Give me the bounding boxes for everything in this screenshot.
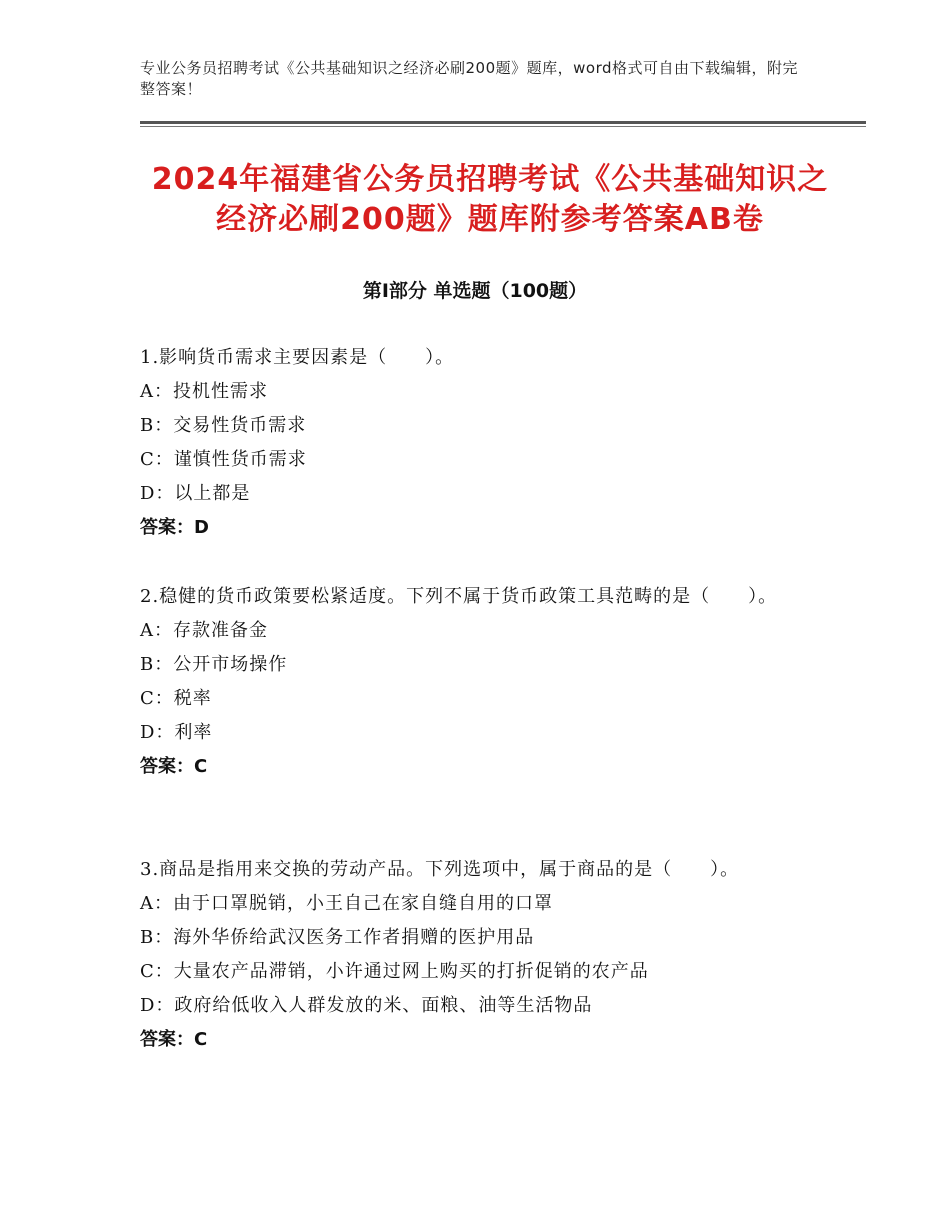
question-stem: 2.稳健的货币政策要松紧适度。下列不属于货币政策工具范畴的是（ ）。 [140,586,778,607]
option-b: B：交易性货币需求 [140,415,307,436]
answer: 答案：D [140,517,209,538]
option-a: A：由于口罩脱销，小王自己在家自缝自用的口罩 [140,893,553,914]
option-d: D：以上都是 [140,483,251,504]
option-c: C：大量农产品滞销，小许通过网上购买的打折促销的农产品 [140,961,649,982]
question-2 [140,580,820,784]
answer: 答案：C [140,756,208,777]
header-divider-thin [140,126,866,127]
option-a: A：存款准备金 [140,620,268,641]
question-3 [140,853,820,1057]
option-b: B：公开市场操作 [140,654,288,675]
question-stem: 1.影响货币需求主要因素是（ ）。 [140,347,455,368]
option-c: C：谨慎性货币需求 [140,449,307,470]
answer: 答案：C [140,1029,208,1050]
option-a: A：投机性需求 [140,381,268,402]
option-b: B：海外华侨给武汉医务工作者捐赠的医护用品 [140,927,535,948]
option-d: D：利率 [140,722,213,743]
header-divider-thick [140,121,866,124]
question-1 [140,341,820,545]
document-title: 2024年福建省公务员招聘考试《公共基础知识之经济必刷200题》题库附参考答案AB卷 [151,162,829,237]
question-stem: 3.商品是指用来交换的劳动产品。下列选项中，属于商品的是（ ）。 [140,859,740,880]
header-note: 专业公务员招聘考试《公共基础知识之经济必刷200题》题库，word格式可自由下载编辑，附完整答案！ [140,59,799,98]
option-c: C：税率 [140,688,212,709]
option-d: D：政府给低收入人群发放的米、面粮、油等生活物品 [140,995,593,1016]
section-heading: 第Ⅰ部分 单选题（100题） [362,280,588,302]
